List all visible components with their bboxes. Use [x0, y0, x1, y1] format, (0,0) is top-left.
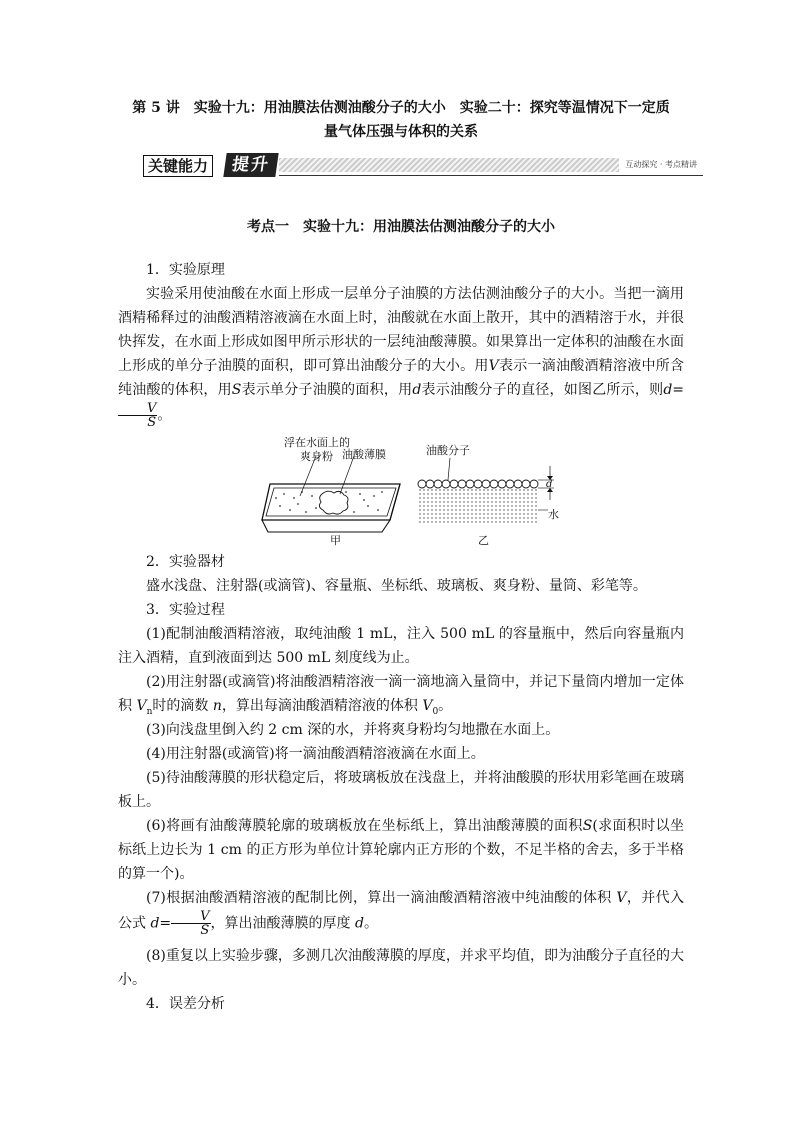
lecture-title-line2: 量气体压强与体积的关系	[324, 124, 478, 140]
caption-figure-a: 甲	[330, 534, 341, 547]
label-oil-molecule: 油酸分子	[426, 444, 470, 457]
process-step-7: (7)根据油酸酒精溶液的配制比例，算出一滴油酸酒精溶液中纯油酸的体积 V，并代入公式 d= $\frac{V}{S}$ ，算出油酸薄膜的厚度 d。	[118, 890, 685, 938]
process-heading: 3．实验过程	[146, 602, 225, 618]
label-floating-powder-2: 爽身粉	[300, 450, 333, 463]
process-step-6: (6)将画有油酸薄膜轮廓的玻璃板放在坐标纸上，算出油酸薄膜的面积S(求面积时以坐标纸上边长为 1 cm 的正方形为单位计算轮廓内正方形的个数，不足半格的舍去，多于半格的算一个)。	[118, 818, 684, 882]
process-step-8: (8)重复以上实验步骤，多测几次油酸薄膜的厚度，并求平均值，即为油酸分子直径的大小。	[118, 948, 684, 988]
banner-rule	[279, 175, 703, 176]
caption-figure-b: 乙	[478, 534, 489, 547]
lecture-title	[118, 96, 684, 144]
formula-fraction: $\frac{V}{S}$	[118, 402, 157, 429]
banner-highlight: 提升	[223, 153, 278, 177]
process-step-3: (3)向浅盘里倒入约 2 cm 深的水，并将爽身粉均匀地撒在水面上。	[146, 722, 560, 738]
section-banner	[143, 153, 703, 179]
principle-paragraph: 实验采用使油酸在水面上形成一层单分子油膜的方法估测油酸分子的大小。当把一滴用酒精稀释过的油酸酒精溶液滴在水面上时，油酸就在水面上散开，其中的酒精溶于水，并很快挥发，在水面上形成如图甲所示形状的一层纯油酸薄膜。如果算出一定体积的油酸在水面上形成的单分子油膜的面积，即可算出油酸分子的大小。用V表示一滴油酸酒精溶液中所含纯油酸的体积，用S表示单分子油膜的面积，用d表示油酸分子的直径，如图乙所示，则d= $\frac{V}{S}$ 。	[118, 286, 685, 430]
section-heading: 考点一 实验十九：用油膜法估测油酸分子的大小	[247, 219, 555, 235]
experiment-figure	[250, 436, 570, 548]
label-oil-film: 油酸薄膜	[342, 448, 386, 461]
process-step-5: (5)待油酸薄膜的形状稳定后，将玻璃板放在浅盘上，并将油酸膜的形状用彩笔画在玻璃板上。	[118, 770, 684, 810]
error-heading: 4．误差分析	[146, 996, 225, 1012]
process-step-1: (1)配制油酸酒精溶液，取纯油酸 1 mL，注入 500 mL 的容量瓶中，然后向容量瓶内注入酒精，直到液面到达 500 mL 刻度线为止。	[118, 626, 684, 666]
formula-fraction-2: $\frac{V}{S}$	[171, 910, 210, 937]
label-floating-powder-1: 浮在水面上的	[284, 436, 350, 449]
water-region	[418, 489, 538, 525]
figure-tray	[262, 456, 400, 532]
leader-line-molecule	[448, 458, 450, 480]
label-water: 水	[548, 508, 559, 521]
figure-molecule-layer	[418, 458, 554, 525]
banner-label: 关键能力	[143, 155, 213, 177]
process-step-2: (2)用注射器(或滴管)将油酸酒精溶液一滴一滴地滴入量筒中，并记下量筒内增加一定体积 $V_n$时的滴数 n，算出每滴油酸酒精溶液的体积 $V_0$。	[118, 674, 684, 717]
label-diameter: d	[546, 479, 553, 490]
equipment-heading: 2．实验器材	[146, 554, 225, 570]
banner-tag: 互动探究 · 考点精讲	[619, 158, 703, 172]
process-step-4: (4)用注射器(或滴管)将一滴油酸酒精溶液滴在水面上。	[146, 746, 485, 762]
principle-heading: 1．实验原理	[146, 262, 225, 278]
equipment-text: 盛水浅盘、注射器(或滴管)、容量瓶、坐标纸、玻璃板、爽身粉、量筒、彩笔等。	[146, 578, 647, 594]
lecture-title-line1: 第 5 讲 实验十九：用油膜法估测油酸分子的大小 实验二十：探究等温情况下一定质	[132, 100, 670, 116]
